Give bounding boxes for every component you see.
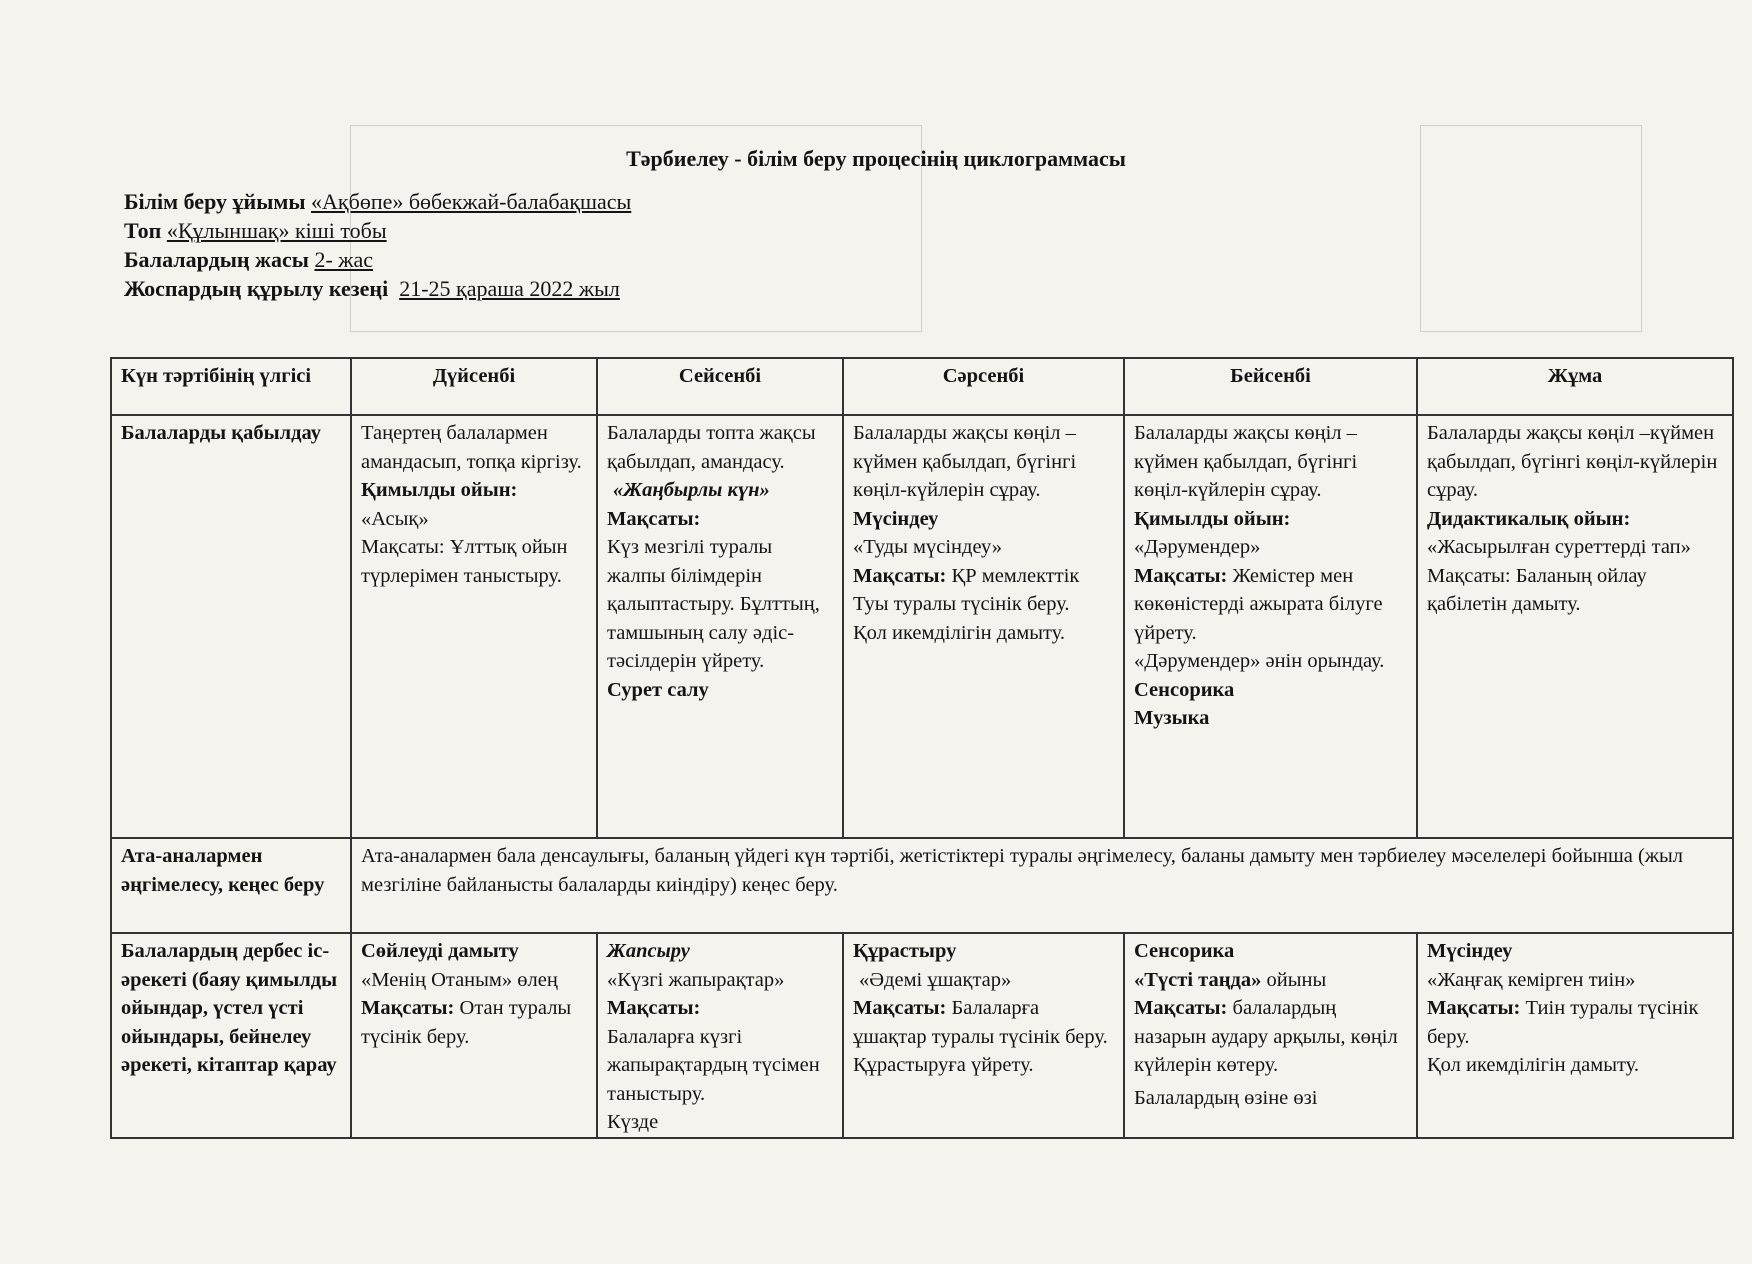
goal-label: Мақсаты: <box>1134 564 1228 587</box>
goal-text-2: Қол икемділігін дамыту. <box>1427 1054 1640 1076</box>
meta-value: 2- жас <box>314 247 373 272</box>
goal-text: Тиін туралы түсінік беру. <box>1427 997 1699 1048</box>
goal-label: Мақсаты: <box>853 997 947 1019</box>
activity-topic: «Жаңғақ кемірген тиін» <box>1427 968 1636 991</box>
extra-activity: Сенсорика <box>1134 678 1235 701</box>
meta-age <box>124 245 631 274</box>
header-thursday: Бейсенбі <box>1124 358 1417 415</box>
activity-name: Жапсыру <box>607 940 690 962</box>
goal-text: балалардың назарын аудару арқылы, көңіл күйлерін көтеру. <box>1134 997 1398 1076</box>
header-tuesday: Сейсенбі <box>597 358 843 415</box>
extra-text: Балалардың өзіне өзі <box>1134 1086 1318 1109</box>
activity-title: «Туды мүсіндеу» <box>853 536 1003 558</box>
goal-label: Мақсаты: <box>361 997 455 1019</box>
header-wednesday: Сәрсенбі <box>843 358 1124 415</box>
row-label: Ата-аналармен әңгімелесу, кеңес беру <box>111 838 351 933</box>
cell-parents-consultation: Ата-аналармен бала денсаулығы, баланың үйдегі күн тәртібі, жетістіктері туралы әңгімелесу, баланы дамыту мен тәрбиелеу мәселелері бойынша (жыл мезгіліне байланысты балаларды киіндіру) кеңес беру. <box>351 838 1733 933</box>
cell-monday <box>351 415 597 838</box>
game-name: «Дәрумендер» <box>1134 536 1261 558</box>
goal-line <box>853 994 1114 1080</box>
activity-name: Мүсіндеу <box>853 507 939 530</box>
activity-topic: «Күзгі жапырақтар» <box>607 968 785 991</box>
meta-organization <box>124 187 631 216</box>
cell-thursday <box>1124 415 1417 838</box>
cell-text: Таңертең балалармен амандасып, топқа кіргізу. <box>361 422 582 473</box>
cell-wednesday <box>843 415 1124 838</box>
cell-tuesday <box>597 415 843 838</box>
activity-topic: «Менің Отаным» өлең <box>361 968 558 991</box>
page-title: Тәрбиелеу - білім беру процесінің циклограммасы <box>626 145 1126 171</box>
header-friday: Жұма <box>1417 358 1733 415</box>
meta-value: «Құлыншақ» кіші тобы <box>166 218 387 243</box>
cell-text: Балаларды жақсы көңіл –күймен қабылдап, бүгінгі көңіл-күйлерін сұрау. <box>1134 422 1358 501</box>
extra-text: Күзде <box>607 1111 659 1133</box>
activity-topic: «Түсті таңда» <box>1134 968 1262 991</box>
table-row-reception <box>111 415 1733 838</box>
goal-text: Балаларға күзгі жапырақтардың түсімен таныстыру. <box>607 1025 820 1105</box>
cell-tuesday <box>597 933 843 1138</box>
activity-name: Сенсорика <box>1134 940 1235 962</box>
row-label: Балаларды қабылдау <box>111 415 351 838</box>
activity-topic: «Әдемі ұшақтар» <box>859 968 1012 991</box>
meta-label: Жоспардың құрылу кезеңі <box>124 276 389 301</box>
extra-activity: Музыка <box>1134 707 1210 729</box>
extra-activity: Сурет салу <box>607 678 709 701</box>
cyclogram-table <box>110 357 1734 1139</box>
cell-text: Балаларды жақсы көңіл –күймен қабылдап, бүгінгі көңіл-күйлерін сұрау. <box>1427 422 1718 501</box>
meta-period <box>124 274 631 303</box>
event-name: «Жаңбырлы күн» <box>613 479 770 501</box>
activity-name: Сөйлеуді дамыту <box>361 940 519 962</box>
goal-text-2: «Дәрумендер» әнін орындау. <box>1134 650 1385 672</box>
meta-block <box>124 187 631 303</box>
goal-text: ҚР мемлекттік Туы туралы түсінік беру. <box>853 564 1080 615</box>
goal-text: Мақсаты: Баланың ойлау қабілетін дамыту. <box>1427 564 1647 615</box>
game-label: Қимылды ойын: <box>361 479 518 501</box>
goal-label: Мақсаты: <box>607 507 701 530</box>
meta-label: Білім беру ұйымы <box>124 189 306 214</box>
table-row-independent-activity <box>111 933 1733 1138</box>
goal-line <box>361 994 587 1051</box>
cell-thursday <box>1124 933 1417 1138</box>
row-label: Балалардың дербес іс-әрекеті (баяу қимылды ойындар, үстел үсті ойындары, бейнелеу әрекеті, кітаптар қарау <box>111 933 351 1138</box>
meta-group <box>124 216 631 245</box>
table-header-row <box>111 358 1733 415</box>
cell-text: Балаларды топта жақсы қабылдап, амандасу. <box>607 422 816 473</box>
goal-text: Мақсаты: Ұлттық ойын түрлерімен таныстыру. <box>361 536 568 587</box>
activity-topic-suffix: ойыны <box>1266 968 1327 991</box>
meta-label: Топ <box>124 218 162 243</box>
goal-label: Мақсаты: <box>607 997 701 1019</box>
goal-text: Отан туралы түсінік беру. <box>361 997 572 1048</box>
goal-line <box>1134 994 1407 1080</box>
goal-label: Мақсаты: <box>1134 997 1228 1019</box>
game-label: Қимылды ойын: <box>1134 507 1291 530</box>
game-label: Дидактикалық ойын: <box>1427 507 1631 530</box>
meta-label: Балалардың жасы <box>124 247 309 272</box>
activity-topic-line <box>1134 966 1407 995</box>
goal-label: Мақсаты: <box>853 564 947 587</box>
goal-text: Балаларға ұшақтар туралы түсінік беру. Құрастыруға үйрету. <box>853 997 1108 1076</box>
activity-name: Құрастыру <box>853 940 957 962</box>
cell-wednesday <box>843 933 1124 1138</box>
cell-text: Балаларды жақсы көңіл –күймен қабылдап, бүгінгі көңіл-күйлерін сұрау. <box>853 422 1077 501</box>
cell-friday <box>1417 933 1733 1138</box>
game-name: «Асық» <box>361 507 429 530</box>
activity-name: Мүсіндеу <box>1427 940 1513 962</box>
goal-line <box>1427 994 1723 1051</box>
goal-text: Жемістер мен көкөністерді ажырата білуге үйрету. <box>1134 564 1383 644</box>
header-monday: Дүйсенбі <box>351 358 597 415</box>
header-schedule: Күн тәртібінің үлгісі <box>111 358 351 415</box>
goal-text: Күз мезгілі туралы жалпы білімдерін қалыптастыру. Бұлттың, тамшының салу әдіс-тәсілдерін үйрету. <box>607 536 820 672</box>
cell-monday <box>351 933 597 1138</box>
goal-line <box>853 562 1114 619</box>
cell-friday <box>1417 415 1733 838</box>
game-name: «Жасырылған суреттерді тап» <box>1427 536 1691 558</box>
meta-value: 21-25 қараша 2022 жыл <box>399 276 620 301</box>
meta-value: «Ақбөпе» бөбекжай-балабақшасы <box>311 189 632 214</box>
goal-text-2: Қол икемділігін дамыту. <box>853 621 1066 644</box>
table-row-parents <box>111 838 1733 933</box>
goal-line <box>1134 562 1407 648</box>
goal-label: Мақсаты: <box>1427 997 1521 1019</box>
